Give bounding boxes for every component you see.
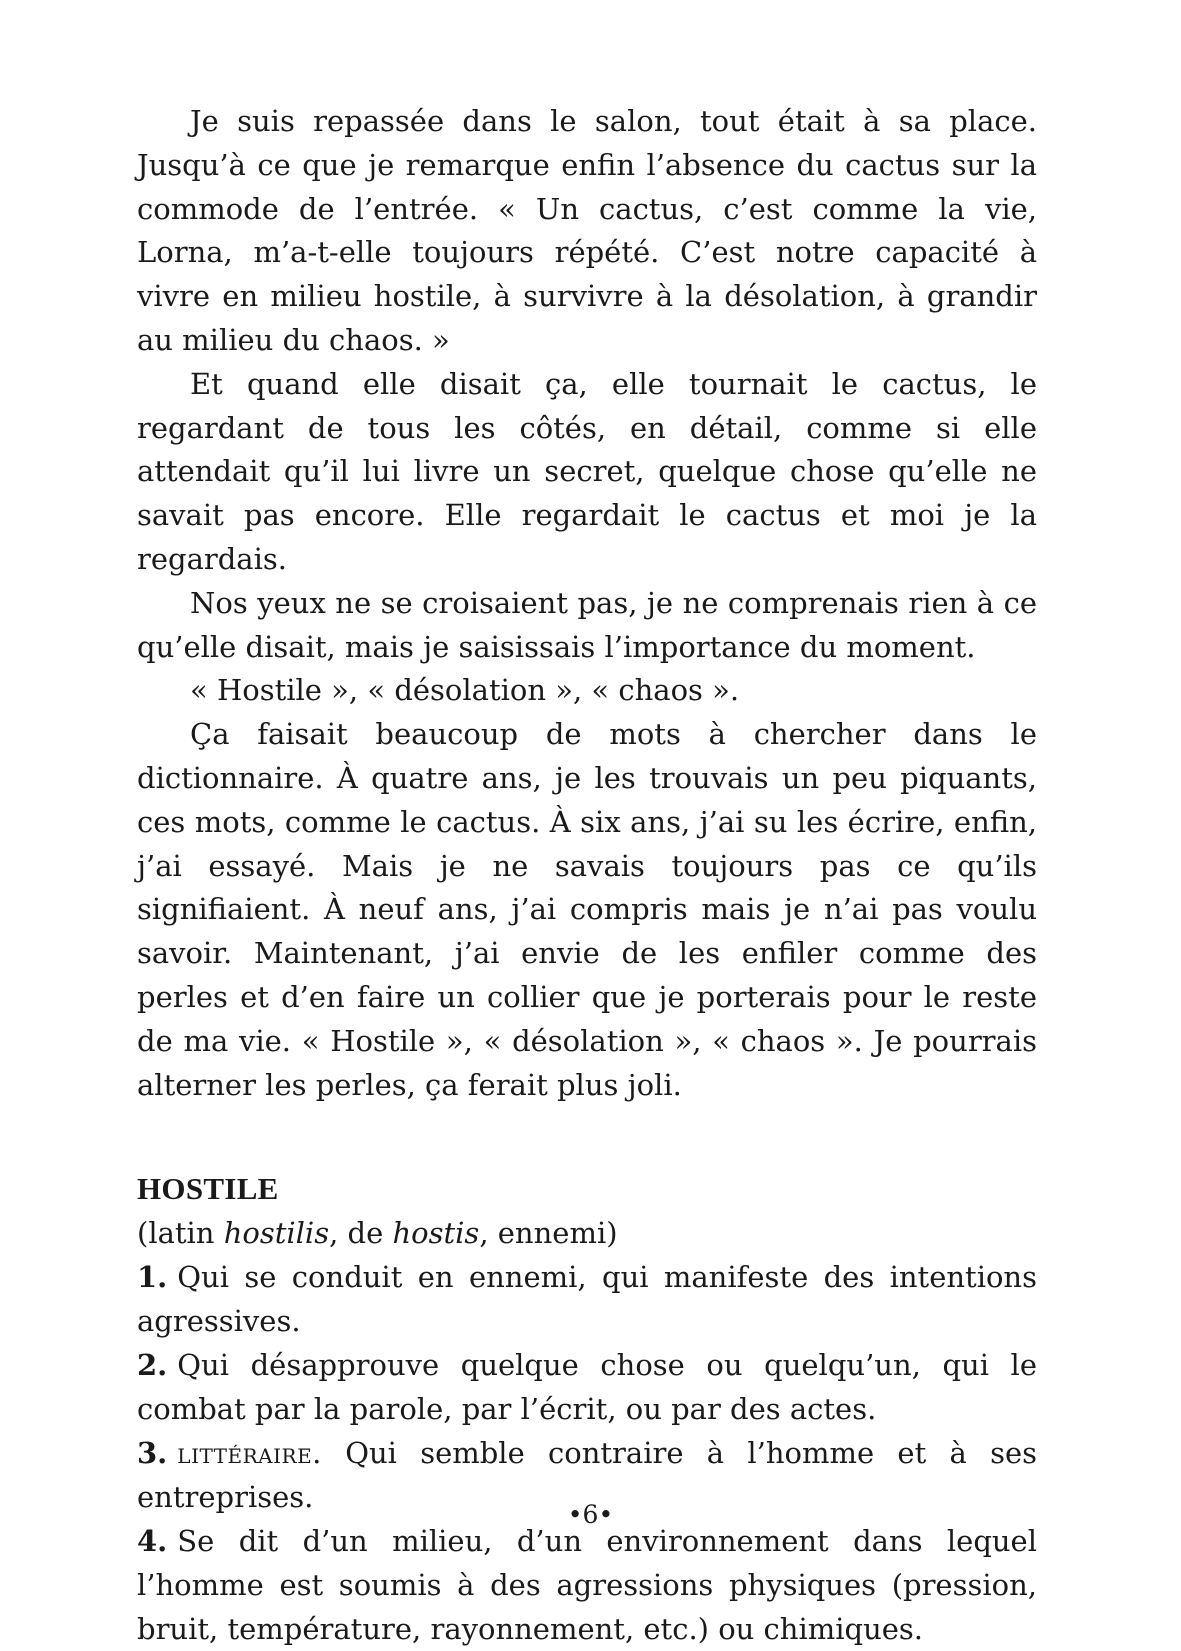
definition-number: 2. [137, 1348, 168, 1383]
definition-register-tag: littéraire. [177, 1436, 322, 1471]
definition-number: 1. [137, 1260, 168, 1295]
definition-text: Qui désapprouve quelque chose ou quelqu’un, qui le combat par la parole, par l’écrit, ou par des actes. [137, 1348, 1037, 1427]
definition-text: Qui semble contraire à l’homme et à ses entreprises. [137, 1436, 1037, 1515]
definition-number: 3. [137, 1436, 168, 1471]
entry-headword: HOSTILE [137, 1171, 279, 1207]
paragraph: Je suis repassée dans le salon, tout était à sa place. Jusqu’à ce que je remarque enfin l’absence du cactus sur la commode de l’entrée. « Un cactus, c’est comme la vie, Lorna, m’a-t-elle toujours répété. C’est notre capacité à vivre en milieu hostile, à survivre à la désolation, à grandir au milieu du chaos. » [137, 104, 1037, 357]
paragraph: « Hostile », « désolation », « chaos ». [190, 673, 740, 708]
dictionary-entry [137, 1167, 1037, 1651]
page-content [137, 100, 1037, 1651]
definition-item [137, 1343, 1037, 1431]
definition-item [137, 1255, 1037, 1343]
definition-item [137, 1519, 1037, 1651]
etymology-mid: , de [329, 1216, 393, 1251]
definition-number: 4. [137, 1524, 168, 1559]
etymology-open: (latin [137, 1216, 224, 1251]
definition-text: Se dit d’un milieu, d’un environnement dans lequel l’homme est soumis à des agressions physiques (pression, bruit, température, rayonnement, etc.) ou chimiques. [137, 1524, 1037, 1647]
etymology-word: hostilis [223, 1216, 330, 1251]
paragraph: Nos yeux ne se croisaient pas, je ne comprenais rien à ce qu’elle disait, mais je saisissais l’importance du moment. [137, 585, 1037, 664]
paragraph: Ça faisait beaucoup de mots à chercher dans le dictionnaire. À quatre ans, je les trouvais un peu piquants, ces mots, comme le cactus. À six ans, j’ai su les écrire, enfin, j’ai essayé. Mais je ne savais toujours pas ce qu’ils signifiaient. À neuf ans, j’ai compris mais je n’ai pas voulu savoir. Maintenant, j’ai envie de les enfiler comme des perles et d’en faire un collier que je porterais pour le reste de ma vie. « Hostile », « désolation », « chaos ». Je pourrais alterner les perles, ça ferait plus joli. [137, 717, 1037, 1102]
entry-etymology [137, 1211, 1037, 1255]
etymology-word: hostis [392, 1216, 480, 1251]
definition-text: Qui se conduit en ennemi, qui manifeste des intentions agressives. [137, 1260, 1037, 1339]
page-number: •6• [567, 1500, 614, 1529]
paragraph: Et quand elle disait ça, elle tournait le cactus, le regardant de tous les côtés, en détail, comme si elle attendait qu’il lui livre un secret, quelque chose qu’elle ne savait pas encore. Elle regardait le cactus et moi je la regardais. [137, 366, 1037, 576]
etymology-close: , ennemi) [479, 1216, 618, 1251]
